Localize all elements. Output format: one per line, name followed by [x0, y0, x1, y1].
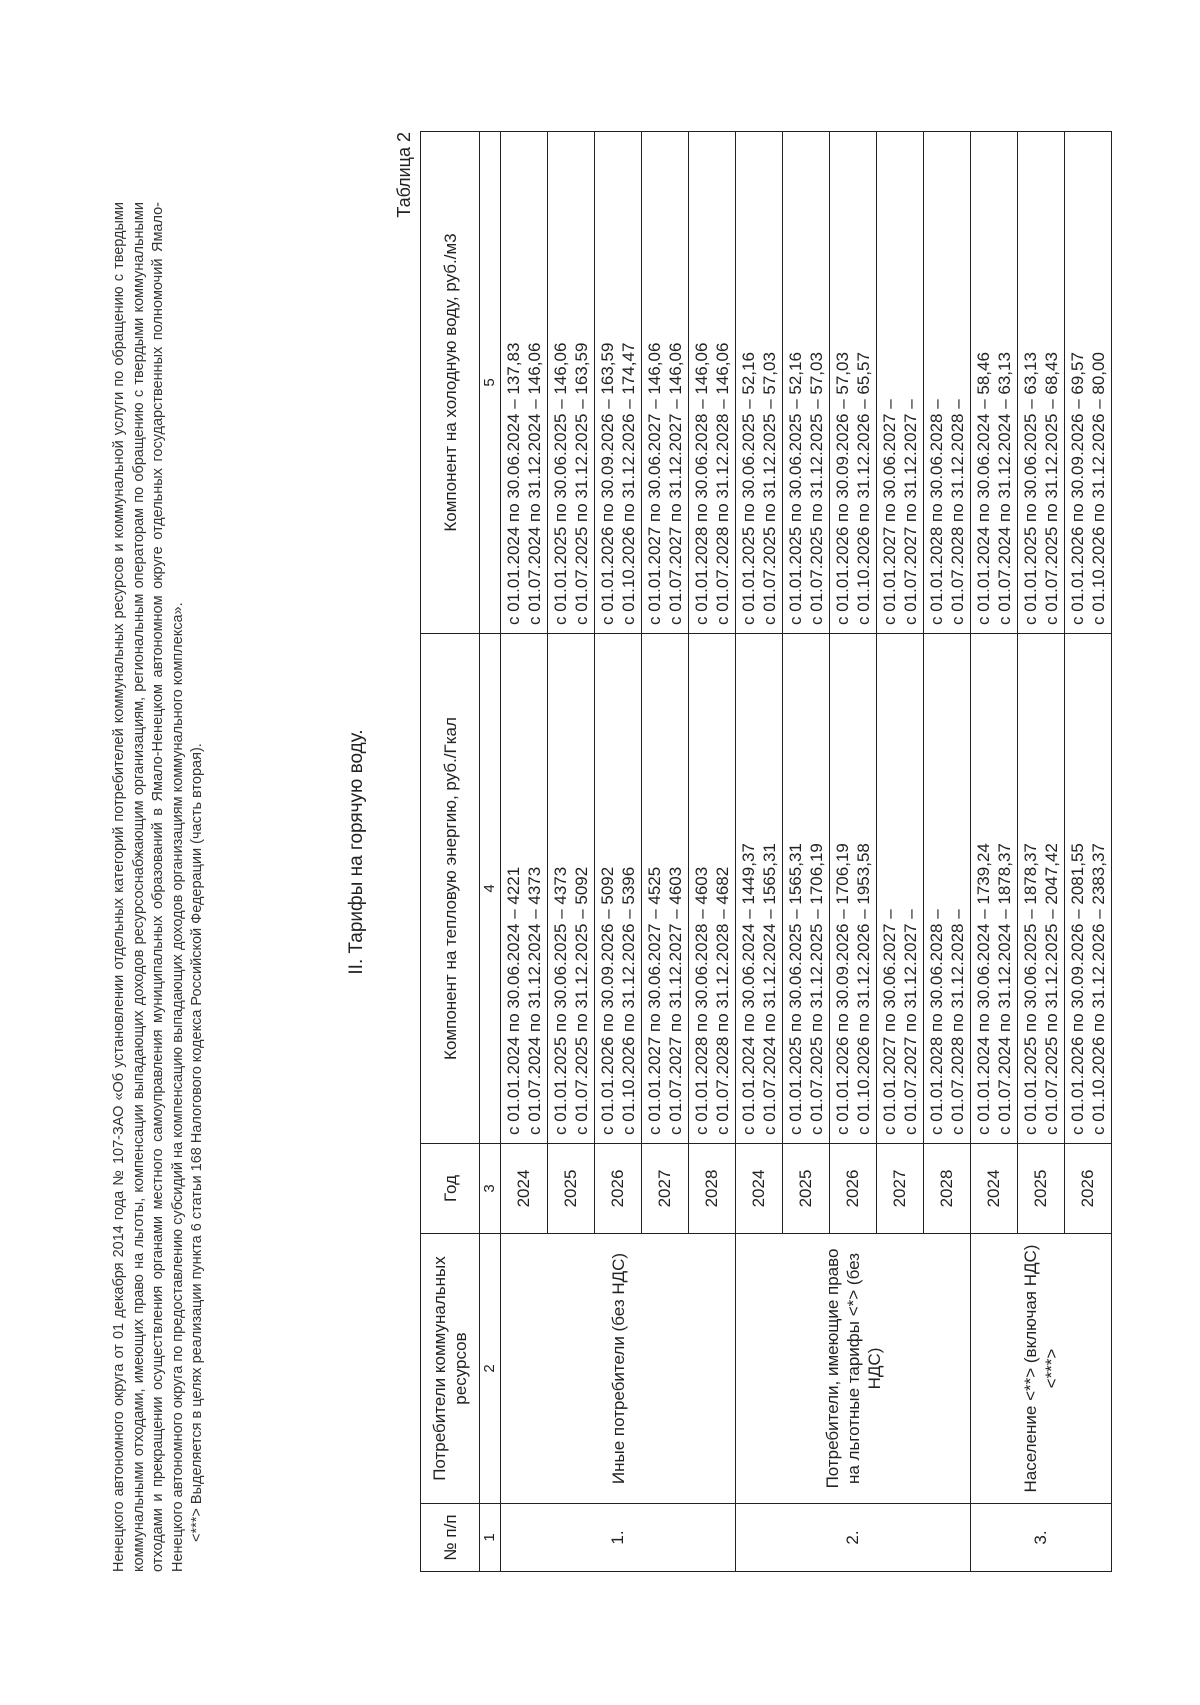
column-number: 1: [480, 1504, 501, 1572]
tariff-period-line: с 01.01.2024 по 30.06.2024 – 4221: [504, 866, 523, 1135]
tariff-period-line: с 01.10.2026 по 31.12.2026 – 80,00: [1089, 352, 1108, 625]
cold-water-component-cell: [548, 132, 595, 634]
consumer-category: Население <**> (включая НДС) <***>: [971, 1234, 1112, 1504]
tariff-period-line: с 01.07.2027 по 31.12.2027 – 146,06: [666, 342, 685, 625]
row-number: 3.: [971, 1504, 1112, 1572]
cold-water-component-cell: [595, 132, 642, 634]
tariff-period-line: с 01.01.2028 по 30.06.2028 –: [927, 399, 946, 625]
cold-water-component-cell: [830, 132, 877, 634]
tariff-period-line: с 01.01.2024 по 30.06.2024 – 1449,37: [739, 843, 758, 1135]
tariff-period-line: с 01.01.2025 по 30.06.2025 – 1565,31: [786, 843, 805, 1135]
cold-water-component-cell: [501, 132, 548, 634]
header-number: № п/п: [421, 1504, 480, 1572]
tariff-period-line: с 01.07.2024 по 31.12.2024 – 4373: [525, 866, 544, 1135]
year-cell: 2026: [595, 1144, 642, 1234]
tariff-period-line: с 01.01.2027 по 30.06.2027 – 146,06: [645, 342, 664, 625]
tariff-period-line: с 01.07.2028 по 31.12.2028 –: [948, 909, 967, 1135]
tariff-period-line: с 01.01.2024 по 30.06.2024 – 1739,24: [974, 843, 993, 1135]
tariff-period-line: с 01.01.2026 по 30.09.2026 – 163,59: [598, 342, 617, 625]
tariff-period-line: с 01.07.2025 по 31.12.2025 – 1706,19: [807, 843, 826, 1135]
tariff-period-line: с 01.07.2027 по 31.12.2027 –: [901, 909, 920, 1135]
tariff-period-line: с 01.01.2026 по 30.09.2026 – 69,57: [1068, 352, 1087, 625]
year-cell: 2028: [689, 1144, 736, 1234]
tariff-period-line: с 01.01.2025 по 30.06.2025 – 63,13: [1021, 352, 1040, 625]
tariff-period-line: с 01.07.2025 по 31.12.2025 – 57,03: [807, 352, 826, 625]
tariff-period-line: с 01.01.2026 по 30.09.2026 – 57,03: [833, 352, 852, 625]
cold-water-component-cell: [971, 132, 1018, 634]
tariff-period-line: с 01.01.2028 по 30.06.2028 – 146,06: [692, 342, 711, 625]
tariffs-table: [420, 131, 1112, 1572]
tariff-period-line: с 01.01.2025 по 30.06.2025 – 4373: [551, 866, 570, 1135]
year-cell: 2026: [830, 1144, 877, 1234]
heat-component-cell: [548, 634, 595, 1144]
year-cell: 2025: [1018, 1144, 1065, 1234]
cold-water-component-cell: [1018, 132, 1065, 634]
heat-component-cell: [736, 634, 783, 1144]
tariff-period-line: с 01.07.2025 по 31.12.2025 – 5092: [572, 866, 591, 1135]
heat-component-cell: [971, 634, 1018, 1144]
column-number-row: [480, 132, 501, 1572]
heat-component-cell: [595, 634, 642, 1144]
tariff-period-line: с 01.07.2025 по 31.12.2025 – 2047,42: [1042, 843, 1061, 1135]
row-number: 1.: [501, 1504, 736, 1572]
tariff-period-line: с 01.07.2025 по 31.12.2025 – 57,03: [760, 352, 779, 625]
tariff-period-line: с 01.10.2026 по 31.12.2026 – 5396: [619, 866, 638, 1135]
tariff-period-line: с 01.01.2027 по 30.06.2027 – 4525: [645, 866, 664, 1135]
tariff-period-line: с 01.07.2028 по 31.12.2028 – 146,06: [713, 342, 732, 625]
tariff-period-line: с 01.07.2024 по 31.12.2024 – 1878,37: [995, 843, 1014, 1135]
year-cell: 2025: [783, 1144, 830, 1234]
tariff-period-line: с 01.01.2026 по 30.09.2026 – 2081,55: [1068, 843, 1087, 1135]
tariff-period-line: с 01.07.2028 по 31.12.2028 – 4682: [713, 866, 732, 1135]
year-cell: 2024: [971, 1144, 1018, 1234]
column-number: 3: [480, 1144, 501, 1234]
table-row: [736, 132, 783, 1572]
header-year: Год: [421, 1144, 480, 1234]
year-cell: 2028: [924, 1144, 971, 1234]
tariff-period-line: с 01.07.2027 по 31.12.2027 – 4603: [666, 866, 685, 1135]
intro-paragraph: Ненецкого автономного округа от 01 декабря 2014 года № 107-ЗАО «Об установлении отдельных категорий потребителей коммунальных ресурсов и коммунальной услуги по обращению с твердыми коммунальными отходами, имеющих право на льготы, компенсации выпадающих доходов ресурсоснабжающим организациям, региональным операторам по обращению с твердыми коммунальными отходами и прекращении осуществления органами местного самоуправления муниципальных образований в Ямало-Ненецком автономном округе отдельных государственных полномочий Ямало-Ненецкого автономного округа по предоставлению субсидий на компенсацию выпадающих доходов организациям коммунального комплекса».: [111, 202, 186, 1572]
heat-component-cell: [783, 634, 830, 1144]
year-cell: 2025: [548, 1144, 595, 1234]
heat-component-cell: [1018, 634, 1065, 1144]
cold-water-component-cell: [689, 132, 736, 634]
heat-component-cell: [1065, 634, 1112, 1144]
footnote-three-stars: <***> Выделяется в целях реализации пункта 6 статьи 168 Налогового кодекса Российской Федерации (часть вторая).: [189, 743, 205, 1542]
consumer-category: Иные потребители (без НДС): [501, 1234, 736, 1504]
consumer-category: Потребители, имеющие право на льготные тарифы <*> (без НДС): [736, 1234, 971, 1504]
tariff-period-line: с 01.07.2028 по 31.12.2028 –: [948, 399, 967, 625]
tariff-period-line: с 01.01.2026 по 30.09.2026 – 1706,19: [833, 843, 852, 1135]
tariff-period-line: с 01.01.2025 по 30.06.2025 – 146,06: [551, 342, 570, 625]
tariff-period-line: с 01.01.2025 по 30.06.2025 – 1878,37: [1021, 843, 1040, 1135]
cold-water-component-cell: [736, 132, 783, 634]
year-cell: 2026: [1065, 1144, 1112, 1234]
heat-component-cell: [501, 634, 548, 1144]
header-consumers: Потребители коммунальных ресурсов: [421, 1234, 480, 1504]
cold-water-component-cell: [877, 132, 924, 634]
cold-water-component-cell: [642, 132, 689, 634]
tariff-period-line: с 01.07.2024 по 31.12.2024 – 146,06: [525, 342, 544, 625]
tariff-period-line: с 01.01.2028 по 30.06.2028 – 4603: [692, 866, 711, 1135]
header-heat-component: Компонент на тепловую энергию, руб./Гкал: [421, 634, 480, 1144]
heat-component-cell: [642, 634, 689, 1144]
section-title: II. Тарифы на горячую воду.: [346, 729, 367, 975]
table-row: [501, 132, 548, 1572]
tariff-period-line: с 01.01.2024 по 30.06.2024 – 58,46: [974, 352, 993, 625]
tariff-period-line: с 01.07.2027 по 31.12.2027 –: [901, 399, 920, 625]
tariff-period-line: с 01.10.2026 по 31.12.2026 – 1953,58: [854, 843, 873, 1135]
document-page: [80, 72, 1120, 1632]
header-cold-water-component: Компонент на холодную воду, руб./м3: [421, 132, 480, 634]
tariff-period-line: с 01.01.2028 по 30.06.2028 –: [927, 909, 946, 1135]
cold-water-component-cell: [783, 132, 830, 634]
tariff-period-line: с 01.10.2026 по 31.12.2026 – 174,47: [619, 342, 638, 625]
tariff-period-line: с 01.07.2025 по 31.12.2025 – 68,43: [1042, 352, 1061, 625]
column-number: 2: [480, 1234, 501, 1504]
year-cell: 2024: [736, 1144, 783, 1234]
intro-text: [110, 202, 208, 1572]
tariff-period-line: с 01.01.2025 по 30.06.2025 – 52,16: [739, 352, 758, 625]
column-number: 4: [480, 634, 501, 1144]
table-header-row: [421, 132, 480, 1572]
year-cell: 2027: [642, 1144, 689, 1234]
year-cell: 2027: [877, 1144, 924, 1234]
heat-component-cell: [924, 634, 971, 1144]
tariff-period-line: с 01.07.2024 по 31.12.2024 – 1565,31: [760, 843, 779, 1135]
tariff-period-line: с 01.01.2027 по 30.06.2027 –: [880, 399, 899, 625]
table-label: Таблица 2: [394, 132, 414, 218]
heat-component-cell: [830, 634, 877, 1144]
year-cell: 2024: [501, 1144, 548, 1234]
cold-water-component-cell: [1065, 132, 1112, 634]
tariff-period-line: с 01.10.2026 по 31.12.2026 – 2383,37: [1089, 843, 1108, 1135]
cold-water-component-cell: [924, 132, 971, 634]
column-number: 5: [480, 132, 501, 634]
tariff-period-line: с 01.01.2026 по 30.09.2026 – 5092: [598, 866, 617, 1135]
tariff-period-line: с 01.07.2025 по 31.12.2025 – 163,59: [572, 342, 591, 625]
tariff-period-line: с 01.07.2024 по 31.12.2024 – 63,13: [995, 352, 1014, 625]
tariff-period-line: с 01.01.2027 по 30.06.2027 –: [880, 909, 899, 1135]
heat-component-cell: [877, 634, 924, 1144]
row-number: 2.: [736, 1504, 971, 1572]
tariff-period-line: с 01.10.2026 по 31.12.2026 – 65,57: [854, 352, 873, 625]
tariff-period-line: с 01.01.2024 по 30.06.2024 – 137,83: [504, 342, 523, 625]
table-row: [971, 132, 1018, 1572]
heat-component-cell: [689, 634, 736, 1144]
tariff-period-line: с 01.01.2025 по 30.06.2025 – 52,16: [786, 352, 805, 625]
